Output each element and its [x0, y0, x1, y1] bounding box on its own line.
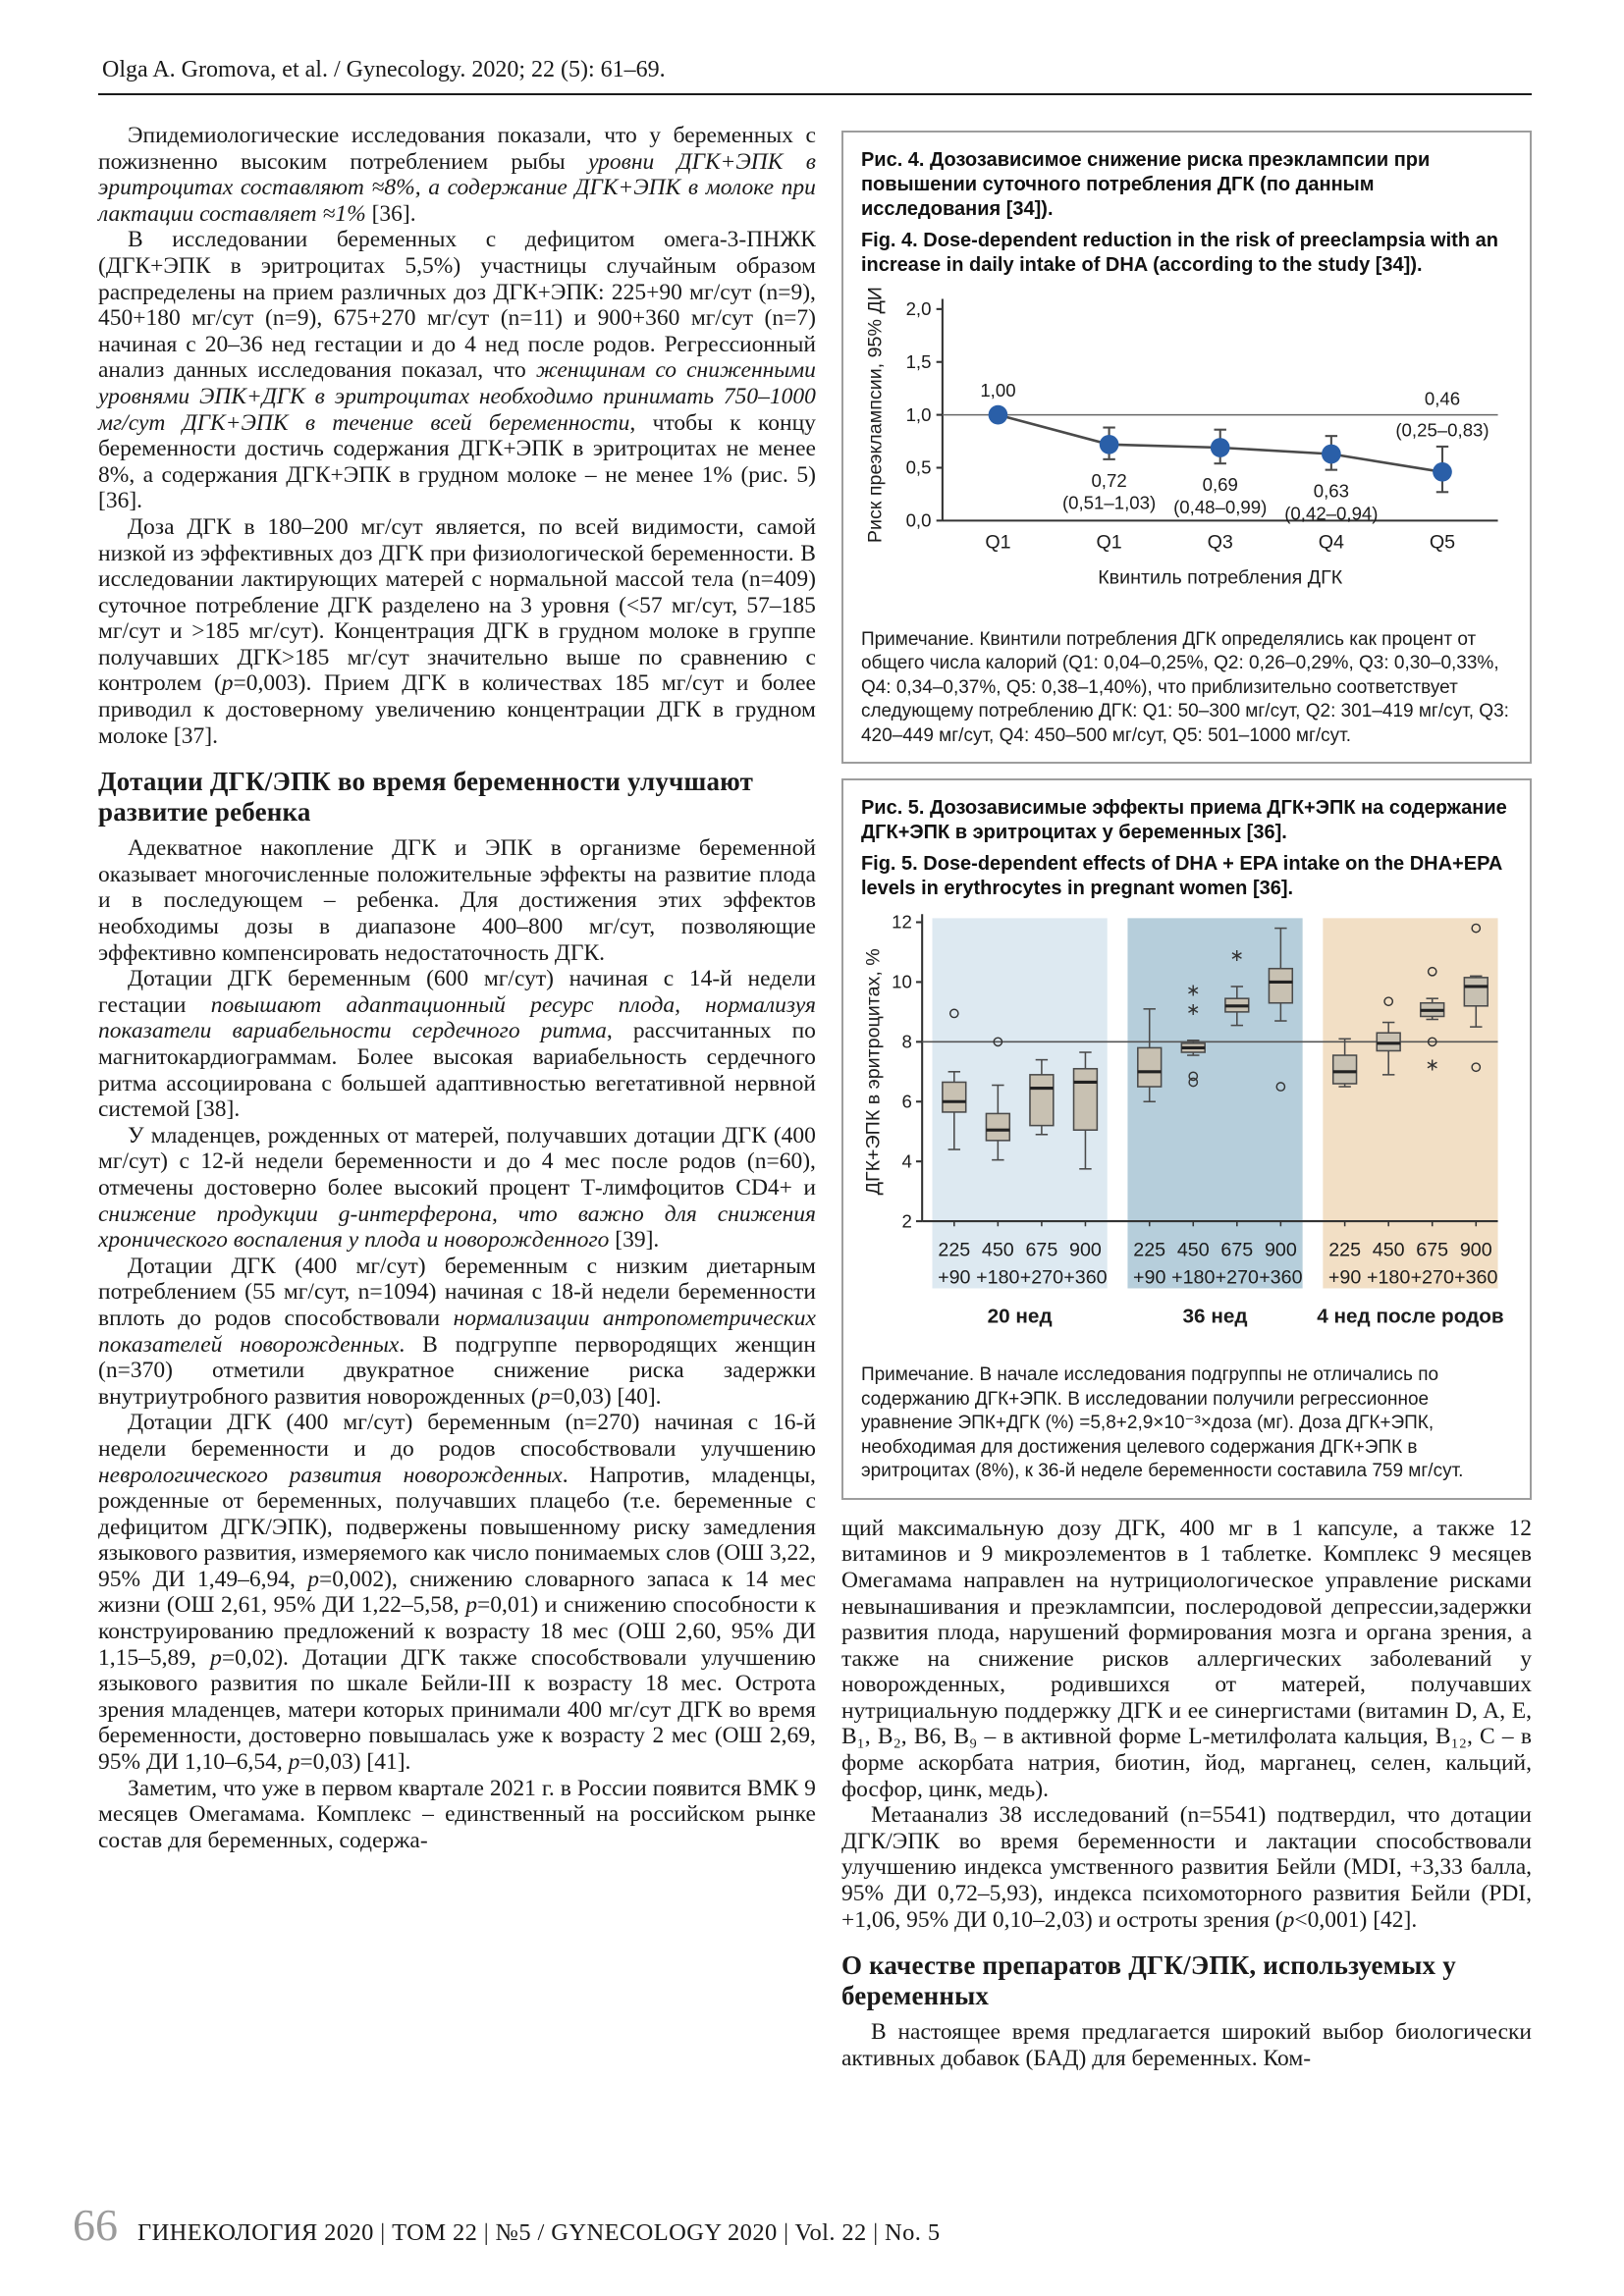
left-column: [98, 123, 816, 1853]
figure-4-note: Примечание. Квинтили потребления ДГК определялись как процент от общего числа калорий (Q1: 0,04–0,25%, Q2: 0,26–0,29%, Q3: 0,30–0,33%, Q4: 0,34–0,37%, Q5: 0,38–1,40%), что приблизительно соответствует следующему потреблению ДГК: Q1: 50–300 мг/сут, Q2: 301–419 мг/сут, Q3: 420–449 мг/сут, Q4: 450–500 мг/сут, Q5: 501–1000 мг/сут.: [860, 628, 1509, 746]
y-axis-title: Риск преэклампсии, 95% ДИ: [864, 287, 887, 544]
dose-label: +180: [1366, 1266, 1411, 1289]
text: [39].: [609, 1227, 660, 1254]
italic-text: уровни ДГК+ЭПК в эритроцитах составляют ≈8%, а содержание ДГК+ЭПК в молоке при лактации составляет ≈1%: [98, 148, 816, 227]
extreme-marker: ∗: [1185, 980, 1201, 1000]
panel-label: 4 нед после родов: [1317, 1306, 1504, 1329]
text: , рассчитанных по магнитокардиограммам. Более высокая вариабельность сердечного ритма ассоциирована с большей адаптивностью вегетативной нервной системой [38].: [98, 1018, 816, 1123]
text: Дотации ДГК (400 мг/сут) беременным с низким диетарным потреблением (55 мг/сут, n=1094) начиная с 18-й недели беременности вплоть до родов способствовали: [98, 1253, 816, 1331]
italic-text: p: [307, 1566, 320, 1592]
paragraph: [98, 1254, 816, 1411]
dose-label: 450: [1372, 1239, 1405, 1261]
y-tick-label: 8: [901, 1031, 912, 1052]
running-head: Olga A. Gromova, et al. / Gynecology. 2020; 22 (5): 61–69.: [102, 57, 666, 82]
figure-5-caption-en: Fig. 5. Dose-dependent effects of DHA + EPA intake on the DHA+EPA levels in erythrocytes in pregnant women [36].: [860, 853, 1502, 900]
text: =0,03) [41].: [299, 1749, 411, 1776]
x-tick-label: Q1: [985, 531, 1011, 554]
page-header: [98, 57, 1532, 95]
value-label: 0,46: [1424, 388, 1461, 409]
text: Доза ДГК в 180–200 мг/сут является, по всей видимости, самой низкой из эффективных доз ДГК при физиологической беременности. В исследовании лактирующих матерей с нормальной массой тела (n=409) суточное потребление ДГК разделено на 3 уровня (<57 мг/сут, 57–185 мг/сут и >185 мг/сут). Концентрация ДГК в грудном молоке в группе получавших ДГК>185 мг/сут значительно выше по сравнению с контролем (: [98, 513, 816, 697]
section-heading: [98, 767, 816, 828]
text: Дотации ДГК (400 мг/сут) беременным (n=270) начиная с 16-й недели беременности и до родов способствовали улучшению: [98, 1410, 816, 1462]
figure-4-caption-ru: Рис. 4. Дозозависимое снижение риска преэклампсии при повышении суточного потребления ДГК (по данным исследования [34]).: [860, 149, 1431, 220]
text: . Напротив, младенцы, рожденные от беременных, получавших плацебо (т.е. беременные с дефицитом ДГК/ЭПК), подвержены повышенному риску замедления языкового развития, измеряемого как число понимаемых слов (ОШ 3,22, 95% ДИ 1,49–6,94,: [98, 1462, 816, 1592]
text: О качестве препаратов ДГК/ЭПК, используемых у беременных: [840, 1950, 1456, 2011]
text: =0,003). Прием ДГК в количествах 185 мг/сут и более приводил к достоверному увеличению концентрации ДГК в грудном молоке [37].: [98, 670, 816, 749]
dose-label: +360: [1454, 1266, 1498, 1289]
italic-text: снижение продукции g-интерферона, что важно для снижения хронического воспаления у плода и новорожденного: [98, 1201, 816, 1254]
y-tick-label: 1,0: [905, 403, 932, 425]
panel-label: 36 нед: [1182, 1306, 1248, 1329]
y-axis-title: ДГК+ЭПК в эритроцитах, %: [862, 948, 885, 1196]
dose-label: 225: [938, 1239, 971, 1261]
panel-background: [1323, 919, 1497, 1289]
dose-label: +270: [1019, 1266, 1063, 1289]
italic-text: женщинам со сниженными уровнями ЭПК+ДГК в эритроцитах необходимо принимать 750–1000 мг/сут ДГК+ЭПК в течение всей беременности: [98, 357, 816, 436]
y-tick-label: 4: [901, 1150, 912, 1172]
paragraph: [98, 514, 816, 749]
dose-label: +90: [1132, 1266, 1166, 1289]
italic-text: p: [288, 1749, 300, 1776]
dose-label: +90: [1327, 1266, 1362, 1289]
box: [943, 1083, 966, 1112]
right-column: [841, 123, 1532, 2071]
figure-5-caption-ru: Рис. 5. Дозозависимые эффекты приема ДГК+ЭПК на содержание ДГК+ЭПК в эритроцитах у беременных [36].: [860, 797, 1507, 844]
dose-label: +270: [1215, 1266, 1259, 1289]
dose-label: 675: [1220, 1239, 1254, 1261]
data-point: [1433, 462, 1452, 482]
section-heading: [841, 1950, 1532, 2011]
page-footer: [73, 2199, 940, 2251]
ci-label: (0,25–0,83): [1395, 419, 1489, 441]
text: У младенцев, рожденных от матерей, получавших дотации ДГК (400 мг/сут) с 12-й недели беременности и до 4 мес после родов (n=60), отмечены достоверно более высокий процент Т-лимфоцитов CD4+ и: [98, 1122, 816, 1201]
italic-text: p: [465, 1592, 478, 1619]
ci-label: (0,42–0,94): [1284, 503, 1379, 524]
box: [1030, 1075, 1054, 1126]
dose-label: 675: [1025, 1239, 1058, 1261]
dose-label: 675: [1416, 1239, 1449, 1261]
header-rule: [98, 93, 1532, 95]
text: Заметим, что уже в первом квартале 2021 г. в России появится ВМК 9 месяцев Омегамама. Комплекс – единственный на российском рынке состав для беременных, содержа-: [98, 1775, 816, 1853]
x-axis-title: Квинтиль потребления ДГК: [1098, 566, 1343, 589]
data-point: [1322, 445, 1341, 464]
data-point: [1211, 438, 1230, 457]
dose-label: 900: [1459, 1239, 1492, 1261]
y-tick-label: 10: [892, 972, 912, 993]
paragraph: [98, 227, 816, 514]
italic-text: p: [221, 670, 234, 697]
value-label: 0,69: [1202, 474, 1238, 496]
italic-text: нормализации антропометрических показателей новорожденных: [98, 1305, 816, 1358]
extreme-marker: ∗: [1229, 945, 1245, 966]
box: [1073, 1069, 1097, 1130]
text: , чтобы к концу беременности достичь содержания ДГК+ЭПК в эритроцитах не менее 8%, а содержания ДГК+ЭПК в грудном молоке – не менее 1% (рис. 5) [36].: [98, 409, 816, 514]
text: =0,03) [40].: [550, 1383, 662, 1410]
text: Эпидемиологические исследования показали, что у беременных с пожизненно высоким потреблением рыбы: [98, 123, 816, 175]
y-tick-label: 1,5: [905, 350, 932, 372]
dose-label: 225: [1328, 1239, 1361, 1261]
fig5-chart: [861, 908, 1512, 1356]
footer-journal-line: ГИНЕКОЛОГИЯ 2020 | ТОМ 22 | №5 / GYNECOLOGY 2020 | Vol. 22 | No. 5: [137, 2219, 941, 2246]
text: В настоящее время предлагается широкий выбор биологически активных добавок (БАД) для беременных. Ком-: [840, 2019, 1532, 2071]
dose-label: 900: [1264, 1239, 1297, 1261]
text: Дотации ДГК/ЭПК во время беременности улучшают развитие ребенка: [98, 767, 754, 828]
paragraph: [841, 1802, 1532, 1933]
text: =0,002), снижению словарного запаса к 14 мес жизни (ОШ 2,61, 95% ДИ 1,22–5,58,: [98, 1566, 816, 1619]
text: . В подгруппе первородящих женщин (n=370) отметили двукратное снижение риска задержки внутриутробного развития новорожденных (: [98, 1331, 816, 1410]
extreme-marker: ∗: [1425, 1054, 1440, 1075]
figure-5-note: Примечание. В начале исследования подгруппы не отличались по содержанию ДГК+ЭПК. В исследовании получили регрессионное уравнение ЭПК+ДГК (%) =5,8+2,9×10⁻³×доза (мг). Доза ДГК+ЭПК, необходимая для достижения целевого содержания ДГК+ЭПК в эритроцитах (8%), к 36-й неделе беременности составила 759 мг/сут.: [860, 1364, 1464, 1482]
italic-text: p: [538, 1383, 551, 1410]
dose-label: +180: [976, 1266, 1020, 1289]
italic-text: повышают адаптационный ресурс плода, нормализуя показатели вариабельности сердечного ритма: [98, 991, 816, 1044]
x-tick-label: Q3: [1207, 531, 1233, 554]
y-tick-label: 0,0: [905, 509, 932, 531]
box: [1333, 1055, 1357, 1084]
text: Дотации ДГК беременным (600 мг/сут) начиная с 14-й недели гестации: [98, 966, 816, 1018]
text: Метаанализ 38 исследований (n=5541) подтвердил, что дотации ДГК/ЭПК во время беременности и лактации способствовали улучшению индекса умственного развития Бейли (MDI, +3,33 балла, 95% ДИ 0,72–5,93), индекса психомоторного развития Бейли (PDI, +1,06, 95% ДИ 0,10–2,03) и остроты зрения (: [840, 1802, 1532, 1933]
two-column-layout: [98, 123, 1532, 2071]
paragraph: [98, 835, 816, 966]
data-point: [989, 405, 1008, 425]
text: =0,02). Дотации ДГК также способствовали улучшению языкового развития по шкале Бейли-III к возрасту 18 мес. Острота зрения младенцев, матери которых принимали 400 мг/сут ДГК во время беременности, достоверно повышалась уже к возрасту 2 мес (ОШ 2,69, 95% ДИ 1,10–6,54,: [98, 1644, 816, 1776]
figure-5: [841, 778, 1532, 1499]
box: [986, 1114, 1009, 1141]
panel-label: 20 нед: [987, 1306, 1053, 1329]
dose-label: +360: [1063, 1266, 1108, 1289]
box: [1138, 1048, 1162, 1088]
right-column-text: [841, 1516, 1532, 2072]
data-point: [1100, 435, 1119, 454]
y-tick-label: 2,0: [905, 298, 932, 320]
x-tick-label: Q1: [1096, 531, 1122, 554]
dose-label: 450: [981, 1239, 1014, 1261]
figure-4-caption-en: Fig. 4. Dose-dependent reduction in the risk of preeclampsia with an increase in daily intake of DHA (according to the study [34]).: [860, 230, 1498, 276]
y-tick-label: 6: [901, 1091, 912, 1112]
ci-label: (0,48–0,99): [1173, 496, 1268, 517]
text: =0,01) и снижению способности к конструированию предложений к возрасту 18 мес (ОШ 2,60, 95% ДИ 1,15–5,89,: [98, 1592, 816, 1671]
paragraph: [841, 2019, 1532, 2071]
fig4-chart: [861, 285, 1512, 620]
text: [36].: [365, 200, 416, 227]
x-tick-label: Q4: [1318, 531, 1344, 554]
dose-label: 900: [1068, 1239, 1102, 1261]
dose-label: +180: [1171, 1266, 1216, 1289]
paragraph: [98, 966, 816, 1123]
y-tick-label: 0,5: [905, 456, 932, 478]
text: щий максимальную дозу ДГК, 400 мг в 1 капсуле, а также 12 витаминов и 9 микроэлементов в 1 таблетке. Комплекс 9 месяцев Омегамама направлен на нутрициологическое управление рисками невынашивания и преэклампсии, послеродовой депрессии,задержки развития плода, нарушений формирования мозга и органа зрения, а также на снижение рисков аллергических заболеваний у новорожденных, родившихся от матерей, получавших нутрициальную поддержку ДГК и ее синергистами (витамин D, A, E, B₁, B₂, B6, B₉ – в активной форме L-метилфолата кальция, B₁₂, C – в форме аскорбата натрия, биотин, йод, марганец, селен, кальций, фосфор, цинк, медь).: [840, 1515, 1532, 1802]
x-tick-label: Q5: [1429, 531, 1456, 554]
ci-label: (0,51–1,03): [1061, 492, 1157, 513]
dose-label: +270: [1410, 1266, 1454, 1289]
text: <0,001) [42].: [1294, 1906, 1418, 1933]
y-tick-label: 2: [901, 1210, 912, 1232]
paragraph: [98, 123, 816, 227]
value-label: 0,63: [1313, 480, 1349, 502]
text: Адекватное накопление ДГК и ЭПК в организме беременной оказывает многочисленные положительные эффекты на развитие плода и в последующем – ребенка. Для достижения этих эффектов необходимы дозы в диапазоне 400–800 мг/сут, позволяющие эффективно компенсировать недостаточность ДГК.: [98, 835, 816, 966]
box: [1464, 978, 1488, 1006]
paragraph: [98, 1410, 816, 1775]
dose-label: 225: [1133, 1239, 1166, 1261]
paragraph: [98, 1123, 816, 1254]
value-label: 0,72: [1091, 469, 1127, 491]
paragraph: [841, 1516, 1532, 1803]
italic-text: неврологического развития новорожденных: [98, 1462, 563, 1488]
box: [1269, 969, 1292, 1003]
italic-text: p: [210, 1644, 222, 1671]
value-label: 1,00: [980, 379, 1016, 400]
y-tick-label: 12: [892, 912, 912, 934]
extreme-marker: ∗: [1185, 999, 1201, 1020]
text: В исследовании беременных с дефицитом омега-3-ПНЖК (ДГК+ЭПК в эритроцитах 5,5%) участницы случайным образом распределены на прием различных доз ДГК+ЭПК: 225+90 мг/сут (n=9), 450+180 мг/сут (n=9), 675+270 мг/сут (n=11) и 900+360 мг/сут (n=7) начиная с 20–36 нед гестации и до 4 нед после родов. Регрессионный анализ данных исследования показал, что: [98, 227, 816, 384]
page-number: 66: [73, 2200, 118, 2250]
dose-label: 450: [1176, 1239, 1210, 1261]
paragraph: [98, 1776, 816, 1854]
figure-4: [841, 131, 1532, 764]
dose-label: +90: [938, 1266, 971, 1289]
dose-label: +360: [1259, 1266, 1303, 1289]
italic-text: p: [1282, 1906, 1295, 1933]
